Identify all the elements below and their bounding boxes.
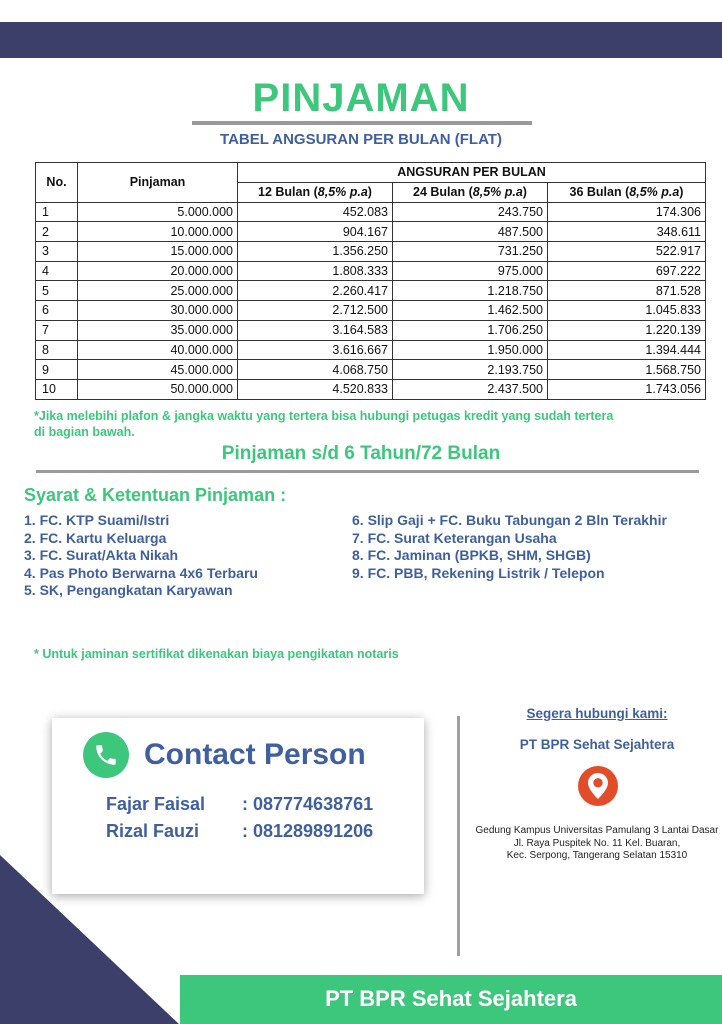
header-no: No.	[36, 163, 78, 203]
page-title: PINJAMAN	[252, 76, 470, 120]
address-line: Jl. Raya Puspitek No. 11 Kel. Buaran,	[513, 837, 681, 849]
address-line: Gedung Kampus Universitas Pamulang 3 Lantai Dasar	[475, 825, 719, 836]
header-term-12: 12 Bulan (8,5% p.a)	[238, 182, 393, 202]
plafon-note: *Jika melebihi plafon & jangka waktu yang tertera bisa hubungi petugas kredit yang sudah tertera di bagian bawah.	[34, 409, 614, 439]
table-row	[36, 340, 706, 360]
loan-amount: 35.000.000	[78, 320, 238, 340]
installment-table	[35, 162, 706, 400]
table-row	[36, 360, 706, 380]
loan-amount: 10.000.000	[78, 222, 238, 242]
table-row	[36, 242, 706, 262]
header-term-24: 24 Bulan (8,5% p.a)	[393, 182, 548, 202]
contact-title: Contact Person	[144, 738, 366, 771]
location-pin-icon	[578, 766, 618, 806]
footer-company-name: PT BPR Sehat Sejahtera	[325, 986, 577, 1011]
installment-12: 3.164.583	[238, 320, 393, 340]
installment-24: 1.218.750	[393, 281, 548, 301]
installment-36: 1.045.833	[548, 301, 706, 321]
installment-12: 2.712.500	[238, 301, 393, 321]
address-line: Kec. Serpong, Tangerang Selatan 15310	[506, 850, 688, 861]
installment-24: 2.193.750	[393, 360, 548, 380]
row-number: 6	[36, 301, 78, 321]
table-subtitle: TABEL ANGSURAN PER BULAN (FLAT)	[220, 131, 502, 148]
row-number: 7	[36, 320, 78, 340]
terms-item: 4. Pas Photo Berwarna 4x6 Terbaru	[24, 564, 258, 581]
table-row	[36, 222, 706, 242]
row-number: 2	[36, 222, 78, 242]
table-row	[36, 379, 706, 399]
terms-list-right	[352, 512, 667, 582]
installment-36: 1.220.139	[548, 320, 706, 340]
loan-amount: 45.000.000	[78, 360, 238, 380]
contact-card	[52, 718, 424, 894]
terms-item: 9. FC. PBB, Rekening Listrik / Telepon	[352, 564, 605, 581]
installment-12: 3.616.667	[238, 340, 393, 360]
terms-item: 6. Slip Gaji + FC. Buku Tabungan 2 Bln Terakhir	[352, 512, 667, 528]
installment-12: 904.167	[238, 222, 393, 242]
terms-item: 1. FC. KTP Suami/Istri	[24, 512, 170, 528]
installment-12: 1.808.333	[238, 261, 393, 281]
office-address	[462, 825, 722, 863]
installment-36: 1.394.444	[548, 340, 706, 360]
contact-row	[106, 821, 373, 842]
contact-name: Fajar Faisal	[106, 794, 206, 814]
contact-phone[interactable]: : 087774638761	[242, 794, 374, 814]
installment-36: 697.222	[548, 261, 706, 281]
installment-36: 348.611	[548, 222, 706, 242]
contact-row	[106, 794, 373, 815]
loan-amount: 50.000.000	[78, 379, 238, 399]
table-row	[36, 281, 706, 301]
loan-amount: 20.000.000	[78, 261, 238, 281]
notary-note: * Untuk jaminan sertifikat dikenakan biaya pengikatan notaris	[34, 647, 399, 661]
installment-36: 1.568.750	[548, 360, 706, 380]
installment-12: 4.520.833	[238, 379, 393, 399]
table-row	[36, 202, 706, 222]
row-number: 9	[36, 360, 78, 380]
loan-amount: 25.000.000	[78, 281, 238, 301]
row-number: 8	[36, 340, 78, 360]
max-loan-term: Pinjaman s/d 6 Tahun/72 Bulan	[221, 443, 501, 464]
terms-item: 8. FC. Jaminan (BPKB, SHM, SHGB)	[352, 547, 591, 564]
installment-36: 871.528	[548, 281, 706, 301]
installment-24: 731.250	[393, 242, 548, 262]
row-number: 1	[36, 202, 78, 222]
top-banner-bar	[0, 22, 722, 58]
installment-36: 174.306	[548, 202, 706, 222]
installment-24: 975.000	[393, 261, 548, 281]
installment-36: 522.917	[548, 242, 706, 262]
table-row	[36, 320, 706, 340]
installment-12: 4.068.750	[238, 360, 393, 380]
installment-12: 452.083	[238, 202, 393, 222]
installment-24: 1.950.000	[393, 340, 548, 360]
table-row	[36, 261, 706, 281]
installment-24: 487.500	[393, 222, 548, 242]
row-number: 5	[36, 281, 78, 301]
loan-amount: 30.000.000	[78, 301, 238, 321]
vertical-divider	[457, 716, 460, 956]
installment-24: 1.462.500	[393, 301, 548, 321]
terms-item: 2. FC. Kartu Keluarga	[24, 529, 167, 546]
title-divider	[192, 121, 532, 125]
contact-phone[interactable]: : 081289891206	[242, 821, 374, 841]
header-loan: Pinjaman	[78, 163, 238, 203]
office-company-name: PT BPR Sehat Sejahtera	[519, 737, 675, 752]
installment-24: 1.706.250	[393, 320, 548, 340]
loan-amount: 15.000.000	[78, 242, 238, 262]
row-number: 10	[36, 379, 78, 399]
row-number: 3	[36, 242, 78, 262]
loan-amount: 5.000.000	[78, 202, 238, 222]
terms-list-left	[24, 512, 258, 600]
installment-24: 2.437.500	[393, 379, 548, 399]
installment-36: 1.743.056	[548, 379, 706, 399]
terms-title: Syarat & Ketentuan Pinjaman :	[24, 485, 287, 505]
loan-amount: 40.000.000	[78, 340, 238, 360]
contact-call-to-action: Segera hubungi kami:	[526, 706, 668, 721]
contact-name: Rizal Fauzi	[106, 821, 200, 841]
section-divider	[36, 470, 699, 473]
installment-12: 2.260.417	[238, 281, 393, 301]
header-installment-group: ANGSURAN PER BULAN	[238, 163, 706, 183]
terms-item: 7. FC. Surat Keterangan Usaha	[352, 529, 557, 546]
installment-24: 243.750	[393, 202, 548, 222]
installment-12: 1.356.250	[238, 242, 393, 262]
terms-item: 5. SK, Pengangkatan Karyawan	[24, 582, 233, 599]
header-term-36: 36 Bulan (8,5% p.a)	[548, 182, 706, 202]
row-number: 4	[36, 261, 78, 281]
table-row	[36, 301, 706, 321]
phone-icon	[83, 732, 129, 778]
terms-item: 3. FC. Surat/Akta Nikah	[24, 547, 179, 564]
